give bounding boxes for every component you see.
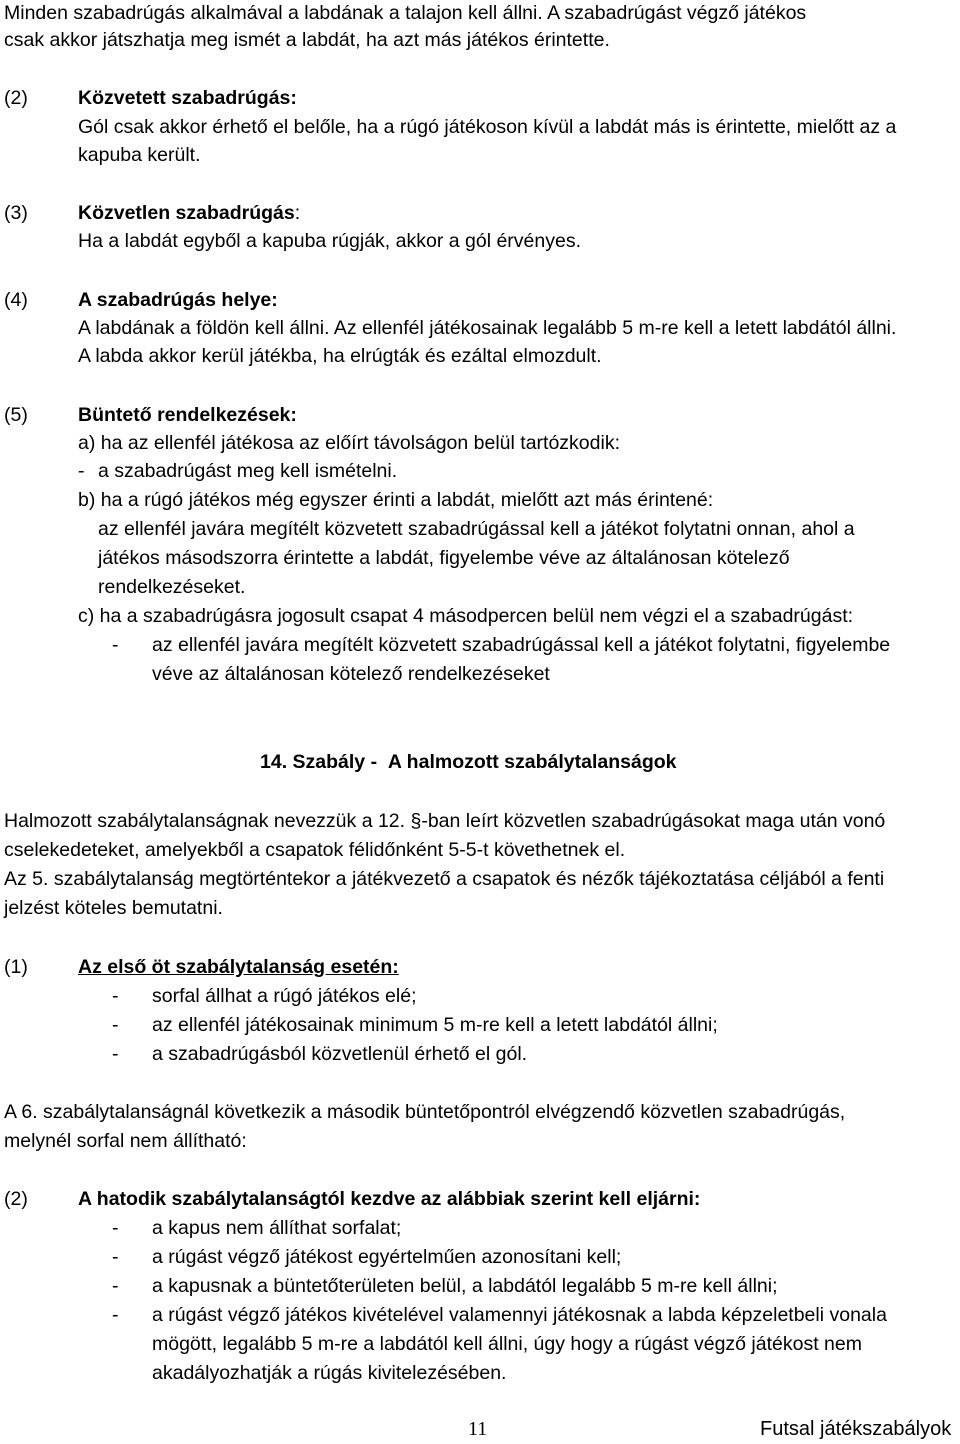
paragraph-line: csak akkor játszhatja meg ismét a labdát, ha azt más játékos érintette. bbox=[4, 29, 610, 51]
section-title: Az első öt szabálytalanság esetén: bbox=[78, 956, 399, 978]
section-number: (1) bbox=[4, 956, 28, 978]
section-title: A hatodik szabálytalanságtól kezdve az alábbiak szerint kell eljárni: bbox=[78, 1188, 701, 1210]
list-dash: - bbox=[112, 1043, 119, 1065]
paragraph-line: rendelkezéseket. bbox=[98, 576, 246, 598]
list-item: a kapus nem állíthat sorfalat; bbox=[152, 1217, 402, 1239]
paragraph-line: A labdának a földön kell állni. Az ellenfél játékosainak legalább 5 m-re kell a letett labdától állni. bbox=[78, 317, 897, 339]
section-title: Büntető rendelkezések: bbox=[78, 404, 297, 426]
paragraph-line: c) ha a szabadrúgásra jogosult csapat 4 másodpercen belül nem végzi el a szabadrúgást: bbox=[78, 605, 854, 627]
paragraph-line: a) ha az ellenfél játékosa az előírt távolságon belül tartózkodik: bbox=[78, 432, 620, 454]
section-number: (5) bbox=[4, 404, 28, 426]
list-item: véve az általánosan kötelező rendelkezéseket bbox=[152, 663, 550, 685]
list-dash: - bbox=[112, 1246, 119, 1268]
paragraph-line: Ha a labdát egyből a kapuba rúgják, akkor a gól érvényes. bbox=[78, 230, 581, 252]
section-title: Közvetlen szabadrúgás: bbox=[78, 202, 301, 224]
list-item: sorfal állhat a rúgó játékos elé; bbox=[152, 985, 417, 1007]
paragraph-line: Halmozott szabálytalanságnak nevezzük a 12. §-ban leírt közvetlen szabadrúgásokat maga után vonó bbox=[4, 810, 886, 832]
list-item: a szabadrúgásból közvetlenül érhető el gól. bbox=[152, 1043, 528, 1065]
section-number: (2) bbox=[4, 87, 28, 109]
list-item: az ellenfél játékosainak minimum 5 m-re kell a letett labdától állni; bbox=[152, 1014, 718, 1036]
list-item: a rúgást végző játékost egyértelműen azonosítani kell; bbox=[152, 1246, 622, 1268]
paragraph-line: Minden szabadrúgás alkalmával a labdának a talajon kell állni. A szabadrúgást végző játékos bbox=[4, 2, 807, 24]
section-title: A szabadrúgás helye: bbox=[78, 289, 278, 311]
paragraph-line: b) ha a rúgó játékos még egyszer érinti a labdát, mielőtt azt más érintené: bbox=[78, 489, 714, 511]
list-dash: - bbox=[112, 1217, 119, 1239]
paragraph-line: jelzést köteles bemutatni. bbox=[4, 897, 223, 919]
section-number: (3) bbox=[4, 202, 28, 224]
paragraph-line: az ellenfél javára megítélt közvetett szabadrúgással kell a játékot folytatni onnan, ahol a bbox=[98, 518, 855, 540]
list-dash: - bbox=[112, 1275, 119, 1297]
section-number: (2) bbox=[4, 1188, 28, 1210]
list-dash: - bbox=[112, 1014, 119, 1036]
paragraph-line: A 6. szabálytalanságnál következik a második büntetőpontról elvégzendő közvetlen szabadrúgás, bbox=[4, 1101, 846, 1123]
list-dash: - bbox=[112, 634, 119, 656]
paragraph-line: kapuba került. bbox=[78, 144, 201, 166]
list-dash: - bbox=[78, 460, 85, 482]
list-dash: - bbox=[112, 985, 119, 1007]
paragraph-line: melynél sorfal nem állítható: bbox=[4, 1130, 247, 1152]
paragraph-line: cselekedeteket, amelyekből a csapatok félidőnként 5-5-t követhetnek el. bbox=[4, 839, 626, 861]
section-title: Közvetett szabadrúgás: bbox=[78, 87, 297, 109]
paragraph-line: A labda akkor kerül játékba, ha elrúgták és ezáltal elmozdult. bbox=[78, 345, 602, 367]
page-number: 11 bbox=[468, 1418, 488, 1440]
list-item: a rúgást végző játékos kivételével valamennyi játékosnak a labda képzeletbeli vonala bbox=[152, 1304, 887, 1326]
rule-heading: 14. Szabály - A halmozott szabálytalanságok bbox=[260, 751, 677, 773]
paragraph-line: Az 5. szabálytalanság megtörténtekor a játékvezető a csapatok és nézők tájékoztatása céljából a fenti bbox=[4, 868, 885, 890]
paragraph-line: játékos másodszorra érintette a labdát, figyelembe véve az általánosan kötelező bbox=[98, 547, 790, 569]
list-item: akadályozhatják a rúgás kivitelezésében. bbox=[152, 1362, 507, 1384]
paragraph-line: Gól csak akkor érhető el belőle, ha a rúgó játékoson kívül a labdát más is érintette, mielőtt az a bbox=[78, 116, 897, 138]
list-item: az ellenfél javára megítélt közvetett szabadrúgással kell a játékot folytatni, figyelembe bbox=[152, 634, 891, 656]
list-item: mögött, legalább 5 m-re a labdától kell állni, úgy hogy a rúgást végző játékost nem bbox=[152, 1333, 862, 1355]
list-item: a szabadrúgást meg kell ismételni. bbox=[98, 460, 398, 482]
document-title: Futsal játékszabályok bbox=[760, 1418, 952, 1440]
list-dash: - bbox=[112, 1304, 119, 1326]
list-item: a kapusnak a büntetőterületen belül, a labdától legalább 5 m-re kell állni; bbox=[152, 1275, 778, 1297]
section-number: (4) bbox=[4, 289, 28, 311]
